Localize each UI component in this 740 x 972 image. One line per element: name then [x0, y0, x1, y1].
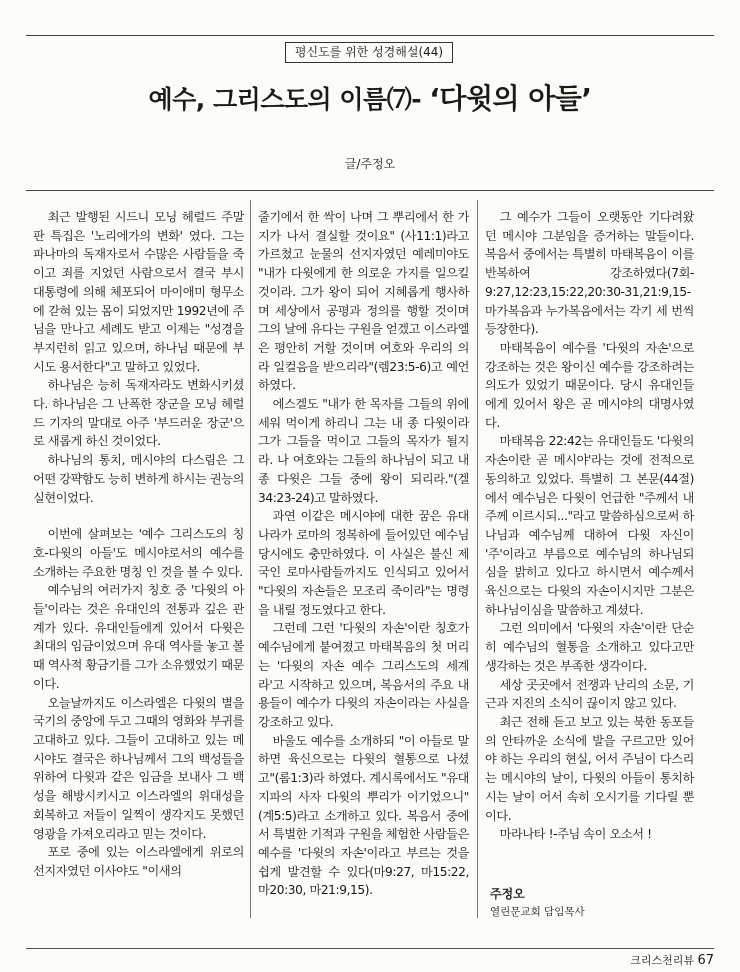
top-rule — [26, 35, 714, 36]
paragraph: 에스겔도 "내가 한 목자를 그들의 위에 세워 먹이게 하리니 그는 내 종 다윗이라 그가 그들을 먹이고 그들의 목자가 될지라. 나 여호와는 그들의 하나님이 되고 내 종 다윗은 그들 중에 왕이 되리라."(겔34:23-24)고 말하였다. — [258, 397, 469, 505]
author-role: 열린문교회 담임목사 — [490, 906, 585, 918]
column-3 — [485, 208, 694, 844]
magazine-name: 크리스천리뷰 — [630, 954, 694, 967]
paragraph: 하나님의 통치, 메시야의 다스림은 그 어떤 강퍅함도 능히 변하게 하시는 권능의 실현이었다. — [33, 453, 244, 505]
paragraph: 마태복음 22:42는 유대인들도 '다윗의 자손이란 곧 메시야'라는 것에 전적으로 동의하고 있었다. 특별히 그 본문(44절)에서 예수님은 다윗이 언급한 "주께서 내 주께 이르시되..."라고 말씀하심으로써 하나님과 예수님께 대하여 다윗 자신이 '주'이라고 부름으로 예수님의 하나님되심을 밝히고 있다고 하시면서 예수께서 육신으로는 다윗의 자손이시지만 그분은 하나님이심을 말씀하고 계셨다. — [485, 434, 694, 617]
page-number: 67 — [697, 953, 714, 968]
paragraph: 예수님의 여러가지 칭호 중 '다윗의 아들'이라는 것은 유대인의 전통과 깊은 관계가 있다. 유대인들에게 있어서 다윗은 최대의 임금이었으며 유대 역사를 놓고 볼 때 역사적 황금기를 그가 소유했었기 때문이다. — [33, 583, 244, 691]
article-title — [0, 82, 740, 117]
title-subtitle: ‘다윗의 아들’ — [429, 82, 592, 115]
paragraph: 마태복음이 예수를 '다윗의 자손'으로 강조하는 것은 왕이신 예수를 강조하려는 의도가 있었기 때문이다. 당시 유대인들에게 있어서 왕은 곧 메시야의 대명사였다. — [485, 340, 694, 430]
paragraph: 이번에 살펴보는 '예수 그리스도의 칭호-다윗의 아들'도 메시야로서의 예수를 소개하는 주요한 명칭 인 것을 볼 수 있다. — [33, 527, 244, 579]
header-rule — [26, 190, 714, 191]
series-label: 평신도를 위한 성경해설(44) — [285, 42, 453, 63]
page-footer — [630, 952, 714, 968]
paragraph: 하나님은 능히 독재자라도 변화시키셨다. 하나님은 그 난폭한 장군을 모닝 헤럴드 기자의 말대로 아주 '부드러운 장군'으로 새롭게 하신 것이었다. — [33, 378, 244, 449]
column-2 — [258, 208, 469, 900]
paragraph: 과연 이같은 메시야에 대한 꿈은 유대 나라가 로마의 정복하에 들어있던 예수님 당시에도 충만하였다. 이 사실은 불신 제국인 로마사람들까지도 인식되고 있어서 "다윗의 자손들은 모조리 죽이라"는 명령을 내릴 정도였다고 한다. — [258, 509, 469, 617]
column-divider — [477, 200, 478, 918]
paragraph: 마라나타 !-주님 속이 오소서 ! — [499, 827, 652, 842]
title-main: 예수, 그리스도의 이름⑺- — [148, 85, 430, 114]
footer-rule — [26, 948, 714, 949]
paragraph: 최근 전해 듣고 보고 있는 북한 동포들의 안타까운 소식에 발을 구르고만 있어야 하는 우리의 현실, 어서 주님이 다스리는 메시야의 날이, 다윗의 아들이 통치하시는 날이 어서 속히 오시기를 기다릴 뿐이다. — [485, 714, 694, 823]
paragraph: 세상 곳곳에서 전쟁과 난리의 소문, 기근과 지진의 소식이 끊이지 않고 있다. — [485, 677, 694, 711]
paragraph: 그런데 그런 '다윗의 자손'이란 칭호가 예수님에게 붙여졌고 마태복음의 첫 머리는 '다윗의 자손 예수 그리스도의 세계라'고 시작하고 있으며, 복음서의 주요 내용들이 예수가 다윗의 자손이라는 사실을 강조하고 있다. — [258, 621, 469, 729]
author-name: 주정오 — [490, 887, 525, 901]
paragraph: 최근 발행된 시드니 모닝 헤럴드 주말판 특집은 '노리에가의 변화' 였다. 그는 파나마의 독재자로서 수많은 사람들을 죽이고 죄를 지었던 사람으로서 결국 부시 대통령에 의해 체포되어 마이애미 형무소에 갇혀 있는 몸이 되었지만 1992년에 주님을 만나고 세례도 받고 이제는 "성경을 부지런히 읽고 있으며, 하나님 때문에 부시도 용서한다"고 말하고 있었다. — [33, 210, 244, 374]
paragraph: 바울도 예수를 소개하되 "이 아들로 말하면 육신으로는 다윗의 혈통으로 나셨고"(롬1:3)라 하였다. 계시록에서도 "유대지파의 사자 다윗의 뿌리가 이기었으니"(계5:5)라고 소개하고 있다. 복음서 중에서 특별한 기적과 구원을 체험한 사람들은 예수를 '다윗의 자손'이라고 부르는 것을 쉽게 발견할 수 있다(마9:27, 마15:22, 마20:30, 마21:9,15). — [258, 733, 469, 898]
paragraph: 그런 의미에서 '다윗의 자손'이란 단순히 예수님의 혈통을 소개하고 있다고만 생각하는 것은 부족한 생각이다. — [485, 621, 694, 673]
column-divider — [250, 200, 251, 918]
paragraph: 줄기에서 한 싹이 나며 그 뿌리에서 한 가지가 나서 결실할 것이요" (사11:1)라고 가르쳤고 눈물의 선지자였던 예레미야도 "내가 다윗에게 한 의로운 가지를 일으킬 것이라. 그가 왕이 되어 지혜롭게 행사하며 세상에서 공평과 정의를 행할 것이며 그의 날에 유다는 구원을 얻겠고 이스라엘은 평안히 거할 것이며 여호와 우리의 의라 일컬음을 받으리라"(렘23:5-6)고 예언하였다. — [258, 210, 469, 393]
paragraph: 포로 중에 있는 이스라엘에게 위로의 선지자였던 이사야도 "이새의 — [33, 845, 244, 878]
column-1 — [33, 208, 244, 881]
paragraph: 그 예수가 그들이 오랫동안 기다려왔던 메시야 그분임을 증거하는 말들이다. 복음서 중에서는 특별히 마태복음이 이를 반복하여 강조하였다(7회- 9:27,12:23,15:22,20:30-31,21:9,15- 마가복음과 누가복음에서는 각기 세 번씩 등장한다). — [485, 210, 694, 337]
byline: 글/주정오 — [344, 157, 396, 171]
paragraph: 오늘날까지도 이스라엘은 다윗의 별을 국기의 중앙에 두고 그때의 영화와 부귀를 고대하고 있다. 그들이 고대하고 있는 메시야도 결국은 하나님께서 그의 백성들을 위하여 다윗과 같은 임금을 보내사 그 백성을 해방시키시고 이스라엘의 위대성을 회복하고 저들이 일찍이 생각지도 못했던 영광을 가져오리라고 믿는 것이다. — [33, 695, 244, 841]
